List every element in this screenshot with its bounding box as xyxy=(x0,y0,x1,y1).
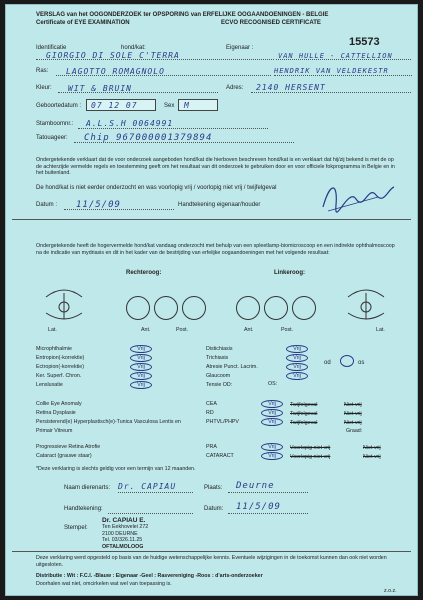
owner-value: VAN HULLE - CATTELLION xyxy=(278,52,393,60)
condition-name: Atresie Punct. Lacrim. xyxy=(206,364,258,370)
left-lateral-eye-icon xyxy=(346,285,386,325)
right-ant-label: Ant. xyxy=(141,327,151,333)
dog-name-value: GIORGIO DI SOLE C'TERRA xyxy=(46,51,180,60)
stambook-line xyxy=(78,128,268,129)
left-lens-circle xyxy=(264,296,288,320)
vet-date-label: Datum: xyxy=(204,506,224,512)
examiner-text: Ondergetekende heeft de hogervermelde hond/kat vandaag onderzocht met behulp van een spleetlamp-biomicroscoop en een indirekte ophthalmoscoop na de indicatie van mydriasis en dit in het kader van de bestrijding van erfelijke oogaandoeningen met het volgende resultaat: xyxy=(36,243,395,256)
declaration-date-value: 11/5/09 xyxy=(76,200,121,210)
progressive-code: PRA xyxy=(206,444,217,450)
title-line-1: VERSLAG van het OOGONDERZOEK ter OPSPORING van ERFELIJKE OOGAANDOENINGEN - BELGIE xyxy=(36,12,329,18)
right-post-label: Post. xyxy=(176,327,189,333)
vet-signature-line xyxy=(108,513,193,514)
condition-value-oval: Vrij xyxy=(286,363,308,371)
address-value: 2140 HERSENT xyxy=(256,83,326,92)
od-label: od xyxy=(324,360,331,366)
stambook-value: A.L.S.H 0064991 xyxy=(86,119,174,128)
hereditary-name: Retina Dysplasie xyxy=(36,410,76,416)
divider-1 xyxy=(12,219,411,220)
left-lat-label: Lat. xyxy=(376,327,385,333)
hereditary-free-oval: Vrij xyxy=(261,400,283,408)
tattoo-value: Chip 967000001379894 xyxy=(84,133,213,143)
condition-value-oval: Vrij xyxy=(130,354,152,362)
progressive-codes xyxy=(206,443,234,461)
left-post-label: Post. xyxy=(281,327,294,333)
condition-value-oval: Vrij xyxy=(130,363,152,371)
stamp-line: 2100 DEURNE xyxy=(102,530,138,537)
progressive-provisional: Voorlopig niet vrij xyxy=(290,445,331,451)
condition-value-oval: Vrij xyxy=(286,354,308,362)
hereditary-code: PHTVL/PHPV xyxy=(206,419,239,425)
condition-name: Lensluxatie xyxy=(36,382,63,388)
hereditary-doubt: Twijfelgeval xyxy=(290,411,318,417)
hereditary-names xyxy=(36,400,196,436)
condition-name: Ker. Superf. Chron. xyxy=(36,373,82,379)
left-anterior-circle xyxy=(236,296,260,320)
condition-value-oval: Vrij xyxy=(130,372,152,380)
title-line-2: Certificate of EYE EXAMINATION xyxy=(36,20,130,26)
condition-value-oval: Vrij xyxy=(130,345,152,353)
hereditary-name: Collie Eye Anomaly xyxy=(36,401,82,407)
conditions-right-names xyxy=(206,345,258,390)
identification-label: Identificatie xyxy=(36,45,67,51)
hereditary-doubt: Twijfelgeval xyxy=(290,402,318,408)
stamp-line: Tel. 03/326.11.25 xyxy=(102,537,143,543)
vet-stamp xyxy=(102,517,182,550)
condition-value-oval: Vrij xyxy=(130,381,152,389)
os-label: os xyxy=(358,360,365,366)
condition-name: Tensie OD: xyxy=(206,382,233,388)
place-value: Deurne xyxy=(236,481,275,491)
right-posterior-circle xyxy=(182,296,206,320)
examined-status-text: De hond/kat is niet eerder onderzocht en was voorlopig vrij / voorlopig niet vrij / twijfelgeval xyxy=(36,185,277,191)
condition-name: Microphthalmie xyxy=(36,346,72,352)
conditions-left-names xyxy=(36,345,84,390)
progressive-provisional: Voorlopig niet vrij xyxy=(290,454,331,460)
left-eye-label: Linkeroog: xyxy=(274,270,305,276)
hereditary-notfree: Niet vrij xyxy=(344,420,362,426)
right-eye-label: Rechteroog: xyxy=(126,270,162,276)
hereditary-notfree: Niet vrij xyxy=(344,411,362,417)
vet-signature-label: Handtekening: xyxy=(64,506,103,512)
hereditary-codes xyxy=(206,400,239,427)
progressive-name: Cataract (grauwe staar) xyxy=(36,453,92,459)
stamp-line: Ten Eekhovelei 272 xyxy=(102,524,149,530)
progressive-free-oval: Vrij xyxy=(261,452,283,460)
color-label: Kleur: xyxy=(36,85,52,91)
progressive-notfree: Niet vrij xyxy=(363,454,381,460)
vet-name-value: Dr. CAPIAU xyxy=(118,482,177,491)
footer-note: Deze verklaring werd opgesteld op basis van de huidige wetenschappelijke kennis. Eventuele wijzigingen in de toekomst kunnen dan ook niet worden uitgesloten. xyxy=(36,555,387,568)
hereditary-code: RD xyxy=(206,410,214,416)
condition-name: Distichiasis xyxy=(206,346,233,352)
breed-label: Ras: xyxy=(36,68,49,74)
address-line xyxy=(251,92,411,93)
hereditary-notfree: Niet vrij xyxy=(344,402,362,408)
right-anterior-circle xyxy=(126,296,150,320)
hereditary-doubt-column xyxy=(290,401,317,428)
vet-date-value: 11/5/09 xyxy=(236,502,281,512)
place-label: Plaats: xyxy=(204,485,223,491)
declaration-text: Ondergetekende verklaart dat de voor onderzoek aangeboden hond/kat die hierboven beschreven hond/kat is en verklaart dat hij/zij bekend is met de op de achterzijde vermelde regels en toestemming geeft om het resultaat van dit onderzoek te gebruiken door en voor officiele fokprogramma in Belgie en in het buitenland. xyxy=(36,157,395,176)
certificate-number: 15573 xyxy=(349,36,380,48)
sex-label: Sex xyxy=(164,103,175,109)
color-value: WIT & BRUIN xyxy=(68,84,132,93)
progressive-names xyxy=(36,443,100,461)
hereditary-notfree-column xyxy=(344,401,362,428)
tattoo-label: Tatouageer: xyxy=(36,135,68,141)
owner-signature-label: Handtekening eigenaar/houder xyxy=(178,202,261,208)
stambook-label: Stamboomnr.: xyxy=(36,121,74,127)
left-ant-label: Ant. xyxy=(244,327,254,333)
stamp-label: Stempel: xyxy=(64,525,88,531)
breed-value: LAGOTTO ROMAGNOLO xyxy=(66,67,165,76)
vet-name-label: Naam dierenarts: xyxy=(64,485,111,491)
condition-name: Ectropion(-korrektie) xyxy=(36,364,84,370)
dog-cat-label: hond/kat: xyxy=(121,45,146,51)
hereditary-doubt: Twijfelgeval xyxy=(290,420,318,426)
instruction-line: Doorhalen wat niet, omcirkelen wat wel van toepassing is. xyxy=(36,581,172,587)
sex-value: M xyxy=(184,101,190,110)
progressive-provisional-column xyxy=(290,444,330,462)
right-lens-circle xyxy=(154,296,178,320)
address-label: Adres: xyxy=(226,85,244,91)
dob-value: 07 12 07 xyxy=(91,101,138,110)
progressive-notfree: Niet vrij xyxy=(363,445,381,451)
condition-name: Entropion(-korrektie) xyxy=(36,355,85,361)
progressive-code: CATARACT xyxy=(206,453,234,459)
divider-2 xyxy=(12,551,411,552)
title-line-2b: ECVO RECOGNISED CERTIFICATE xyxy=(221,20,321,26)
progressive-name: Progressieve Retina Atrofie xyxy=(36,444,101,450)
place-line xyxy=(228,492,308,493)
stamp-line: OFTALMOLOOG xyxy=(102,543,144,550)
condition-value-oval: Vrij xyxy=(286,345,308,353)
progressive-free-oval: Vrij xyxy=(261,443,283,451)
vet-name-line xyxy=(118,492,193,493)
declaration-date-label: Datum : xyxy=(36,202,58,208)
owner-signature-icon xyxy=(318,177,398,217)
hereditary-free-oval: Vrij xyxy=(261,418,283,426)
distribution-line: Distributie : Wit : F.C.I. -Blauw : Eigenaar -Geel : Rasvereniging -Roos : d'arts-onderzoeker xyxy=(36,573,263,579)
owner2-value: HENDRIK VAN VELDEKESTR xyxy=(274,67,389,75)
right-lat-label: Lat. xyxy=(48,327,57,333)
hereditary-code: CEA xyxy=(206,401,217,407)
condition-name: Trichiasis xyxy=(206,355,229,361)
left-posterior-circle xyxy=(292,296,316,320)
right-lateral-eye-icon xyxy=(44,285,84,325)
condition-name: Glaucoom xyxy=(206,373,231,379)
owner2-line xyxy=(274,75,412,76)
stamp-line: Dr. CAPIAU E. xyxy=(102,517,146,524)
od-os-oval xyxy=(340,355,354,367)
tension-os-label: OS: xyxy=(268,381,278,387)
zoz-label: z.o.z. xyxy=(384,588,397,594)
hereditary-name: Persisterend(e) Hyperplastisch(e)-Tunica Vasculosa Lentis en Primair Vitreum xyxy=(36,419,181,434)
graad-label: Graad: xyxy=(346,428,363,434)
owner-label: Eigenaar : xyxy=(226,45,254,51)
hereditary-free-oval: Vrij xyxy=(261,409,283,417)
condition-value-oval: Vrij xyxy=(286,372,308,380)
validity-note: *Deze verklaring is slechts geldig voor een termijn van 12 maanden. xyxy=(36,466,196,472)
progressive-notfree-column xyxy=(363,444,381,462)
certificate-sheet xyxy=(5,4,418,596)
dob-label: Geboortedatum : xyxy=(36,103,82,109)
vet-date-line xyxy=(228,513,308,514)
